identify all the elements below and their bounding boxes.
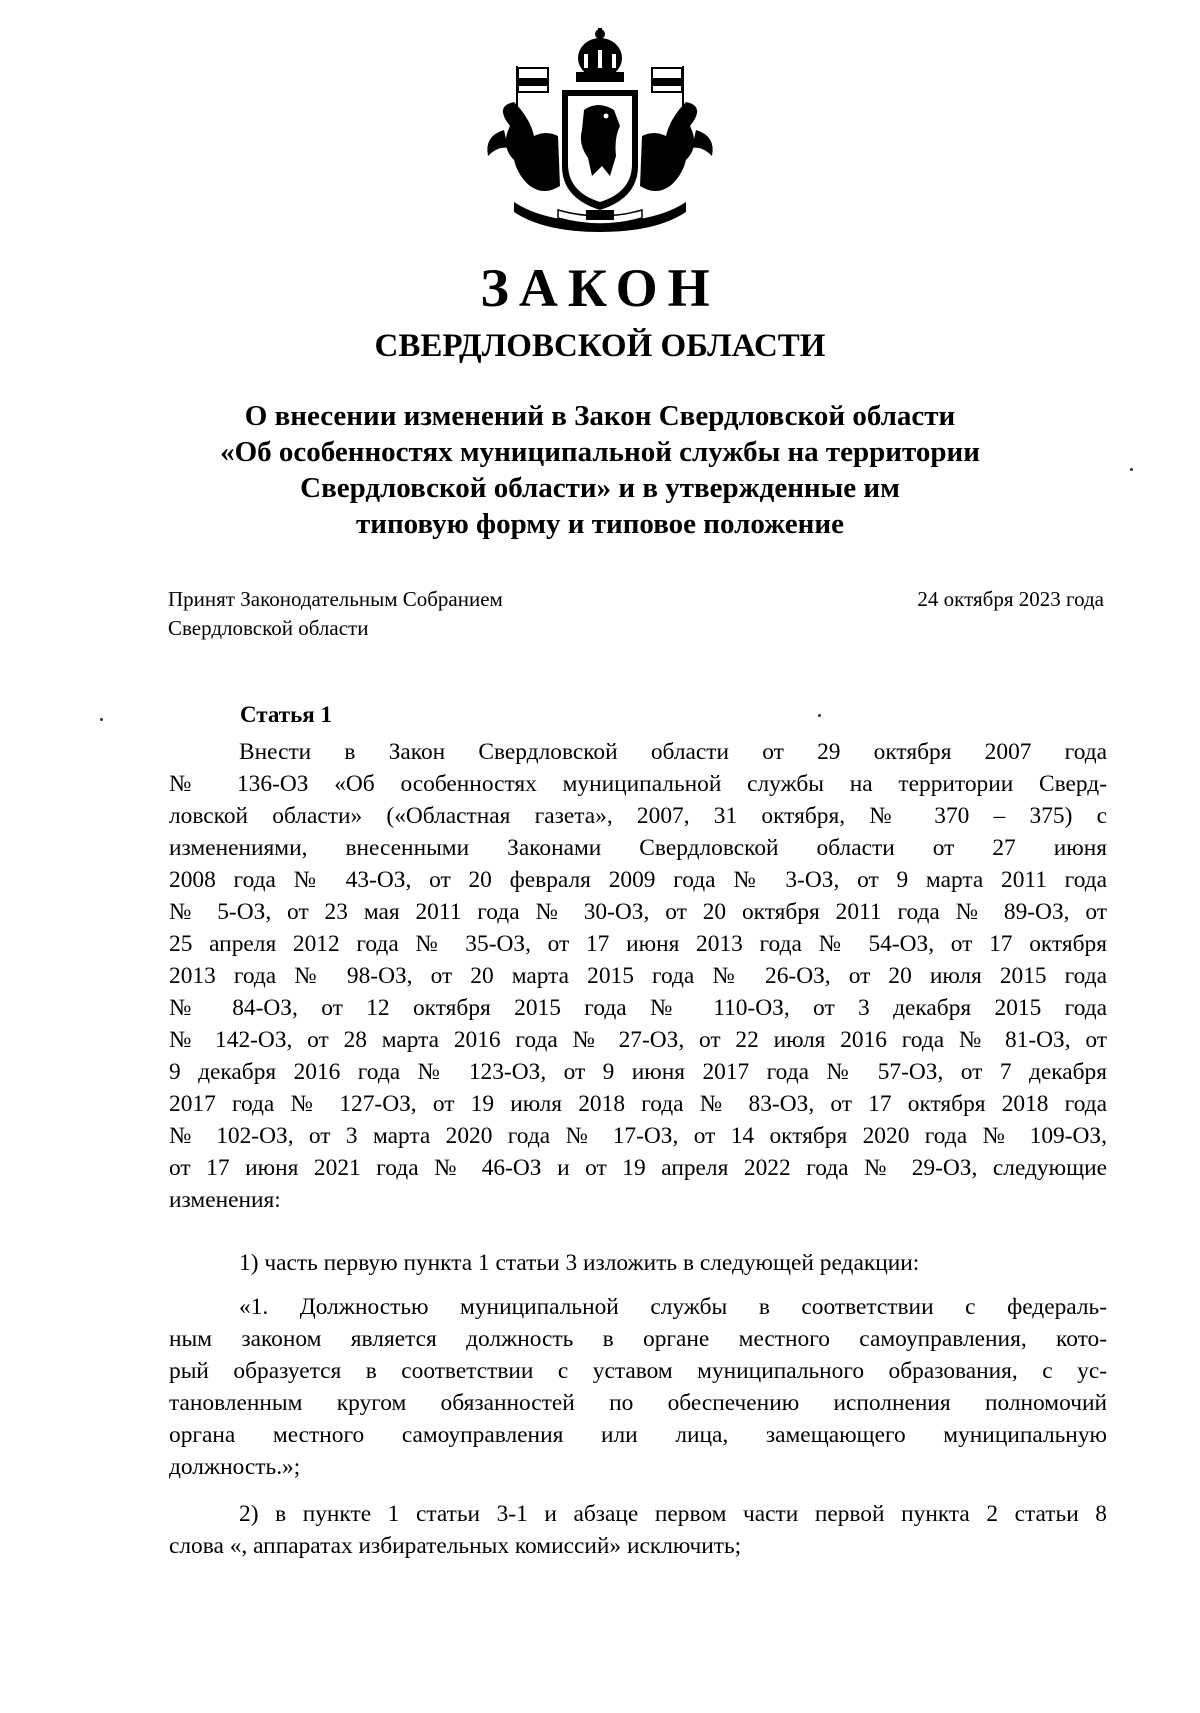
text-line: 9 декабря 2016 года № 123-ОЗ, от 9 июня 2017 года № 57-ОЗ, от 7 декабря xyxy=(169,1059,1107,1085)
scan-speck xyxy=(1130,468,1133,471)
document-title-line: О внесении изменений в Закон Свердловской области xyxy=(244,400,956,432)
text-line: тановленным кругом обязанностей по обеспечению исполнения полномочий xyxy=(169,1390,1107,1416)
text-line: 2013 года № 98-ОЗ, от 20 марта 2015 года № 26-ОЗ, от 20 июля 2015 года xyxy=(169,963,1107,989)
adoption-date: 24 октября 2023 года xyxy=(917,587,1104,611)
text-line: № 5-ОЗ, от 23 мая 2011 года № 30-ОЗ, от 20 октября 2011 года № 89-ОЗ, от xyxy=(169,899,1107,925)
scan-speck xyxy=(818,714,821,717)
text-line: 2) в пункте 1 статьи 3-1 и абзаце первом части первой пункта 2 статьи 8 xyxy=(239,1501,1107,1527)
coat-of-arms-icon xyxy=(474,26,726,236)
document-title-line: Свердловской области» и в утвержденные им xyxy=(300,472,900,504)
text-line: изменениями, внесенными Законами Свердловской области от 27 июня xyxy=(169,835,1107,861)
document-title-line: «Об особенностях муниципальной службы на территории xyxy=(220,436,980,468)
text-line: 2008 года № 43-ОЗ, от 20 февраля 2009 года № 3-ОЗ, от 9 марта 2011 года xyxy=(169,867,1107,893)
adoption-note xyxy=(168,585,503,643)
text-line: «1. Должностью муниципальной службы в соответствии с федераль- xyxy=(239,1294,1107,1320)
text-line: от 17 июня 2021 года № 46-ОЗ и от 19 апреля 2022 года № 29-ОЗ, следующие xyxy=(169,1155,1107,1181)
text-line: органа местного самоуправления или лица, замещающего муниципальную xyxy=(169,1422,1107,1448)
text-line: ловской области» («Областная газета», 2007, 31 октября, № 370 – 375) с xyxy=(169,803,1107,829)
text-line: № 136-ОЗ «Об особенностях муниципальной службы на территории Сверд- xyxy=(169,771,1107,797)
text-line: должность.»; xyxy=(169,1454,301,1480)
text-line: № 142-ОЗ, от 28 марта 2016 года № 27-ОЗ, от 22 июля 2016 года № 81-ОЗ, от xyxy=(169,1027,1107,1053)
article-heading: Статья 1 xyxy=(240,702,332,727)
text-line: Внести в Закон Свердловской области от 29 октября 2007 года xyxy=(239,739,1107,765)
text-line: 1) часть первую пункта 1 статьи 3 изложить в следующей редакции: xyxy=(239,1250,920,1276)
text-line: слова «, аппаратах избирательных комиссий» исключить; xyxy=(169,1533,742,1559)
scan-speck xyxy=(100,718,103,721)
document-title xyxy=(0,398,1200,542)
text-line: 2017 года № 127-ОЗ, от 19 июля 2018 года № 83-ОЗ, от 17 октября 2018 года xyxy=(169,1091,1107,1117)
law-title: ЗАКОН xyxy=(480,258,720,318)
item-1-paragraph xyxy=(169,1247,1107,1279)
text-line: изменения: xyxy=(169,1187,281,1213)
quoted-amendment-paragraph xyxy=(169,1291,1107,1483)
article-intro-paragraph xyxy=(169,736,1107,1216)
text-line: 25 апреля 2012 года № 35-ОЗ, от 17 июня 2013 года № 54-ОЗ, от 17 октября xyxy=(169,931,1107,957)
text-line: № 102-ОЗ, от 3 марта 2020 года № 17-ОЗ, от 14 октября 2020 года № 109-ОЗ, xyxy=(169,1123,1107,1149)
adoption-line: Свердловской области xyxy=(168,616,369,640)
item-2-paragraph xyxy=(169,1498,1107,1562)
document-title-line: типовую форму и типовое положение xyxy=(356,508,844,540)
text-line: № 84-ОЗ, от 12 октября 2015 года № 110-ОЗ, от 3 декабря 2015 года xyxy=(169,995,1107,1021)
text-line: ным законом является должность в органе местного самоуправления, кото- xyxy=(169,1326,1107,1352)
adoption-line: Принят Законодательным Собранием xyxy=(168,587,503,611)
text-line: рый образуется в соответствии с уставом муниципального образования, с ус- xyxy=(169,1358,1107,1384)
region-title: СВЕРДЛОВСКОЙ ОБЛАСТИ xyxy=(374,328,826,364)
